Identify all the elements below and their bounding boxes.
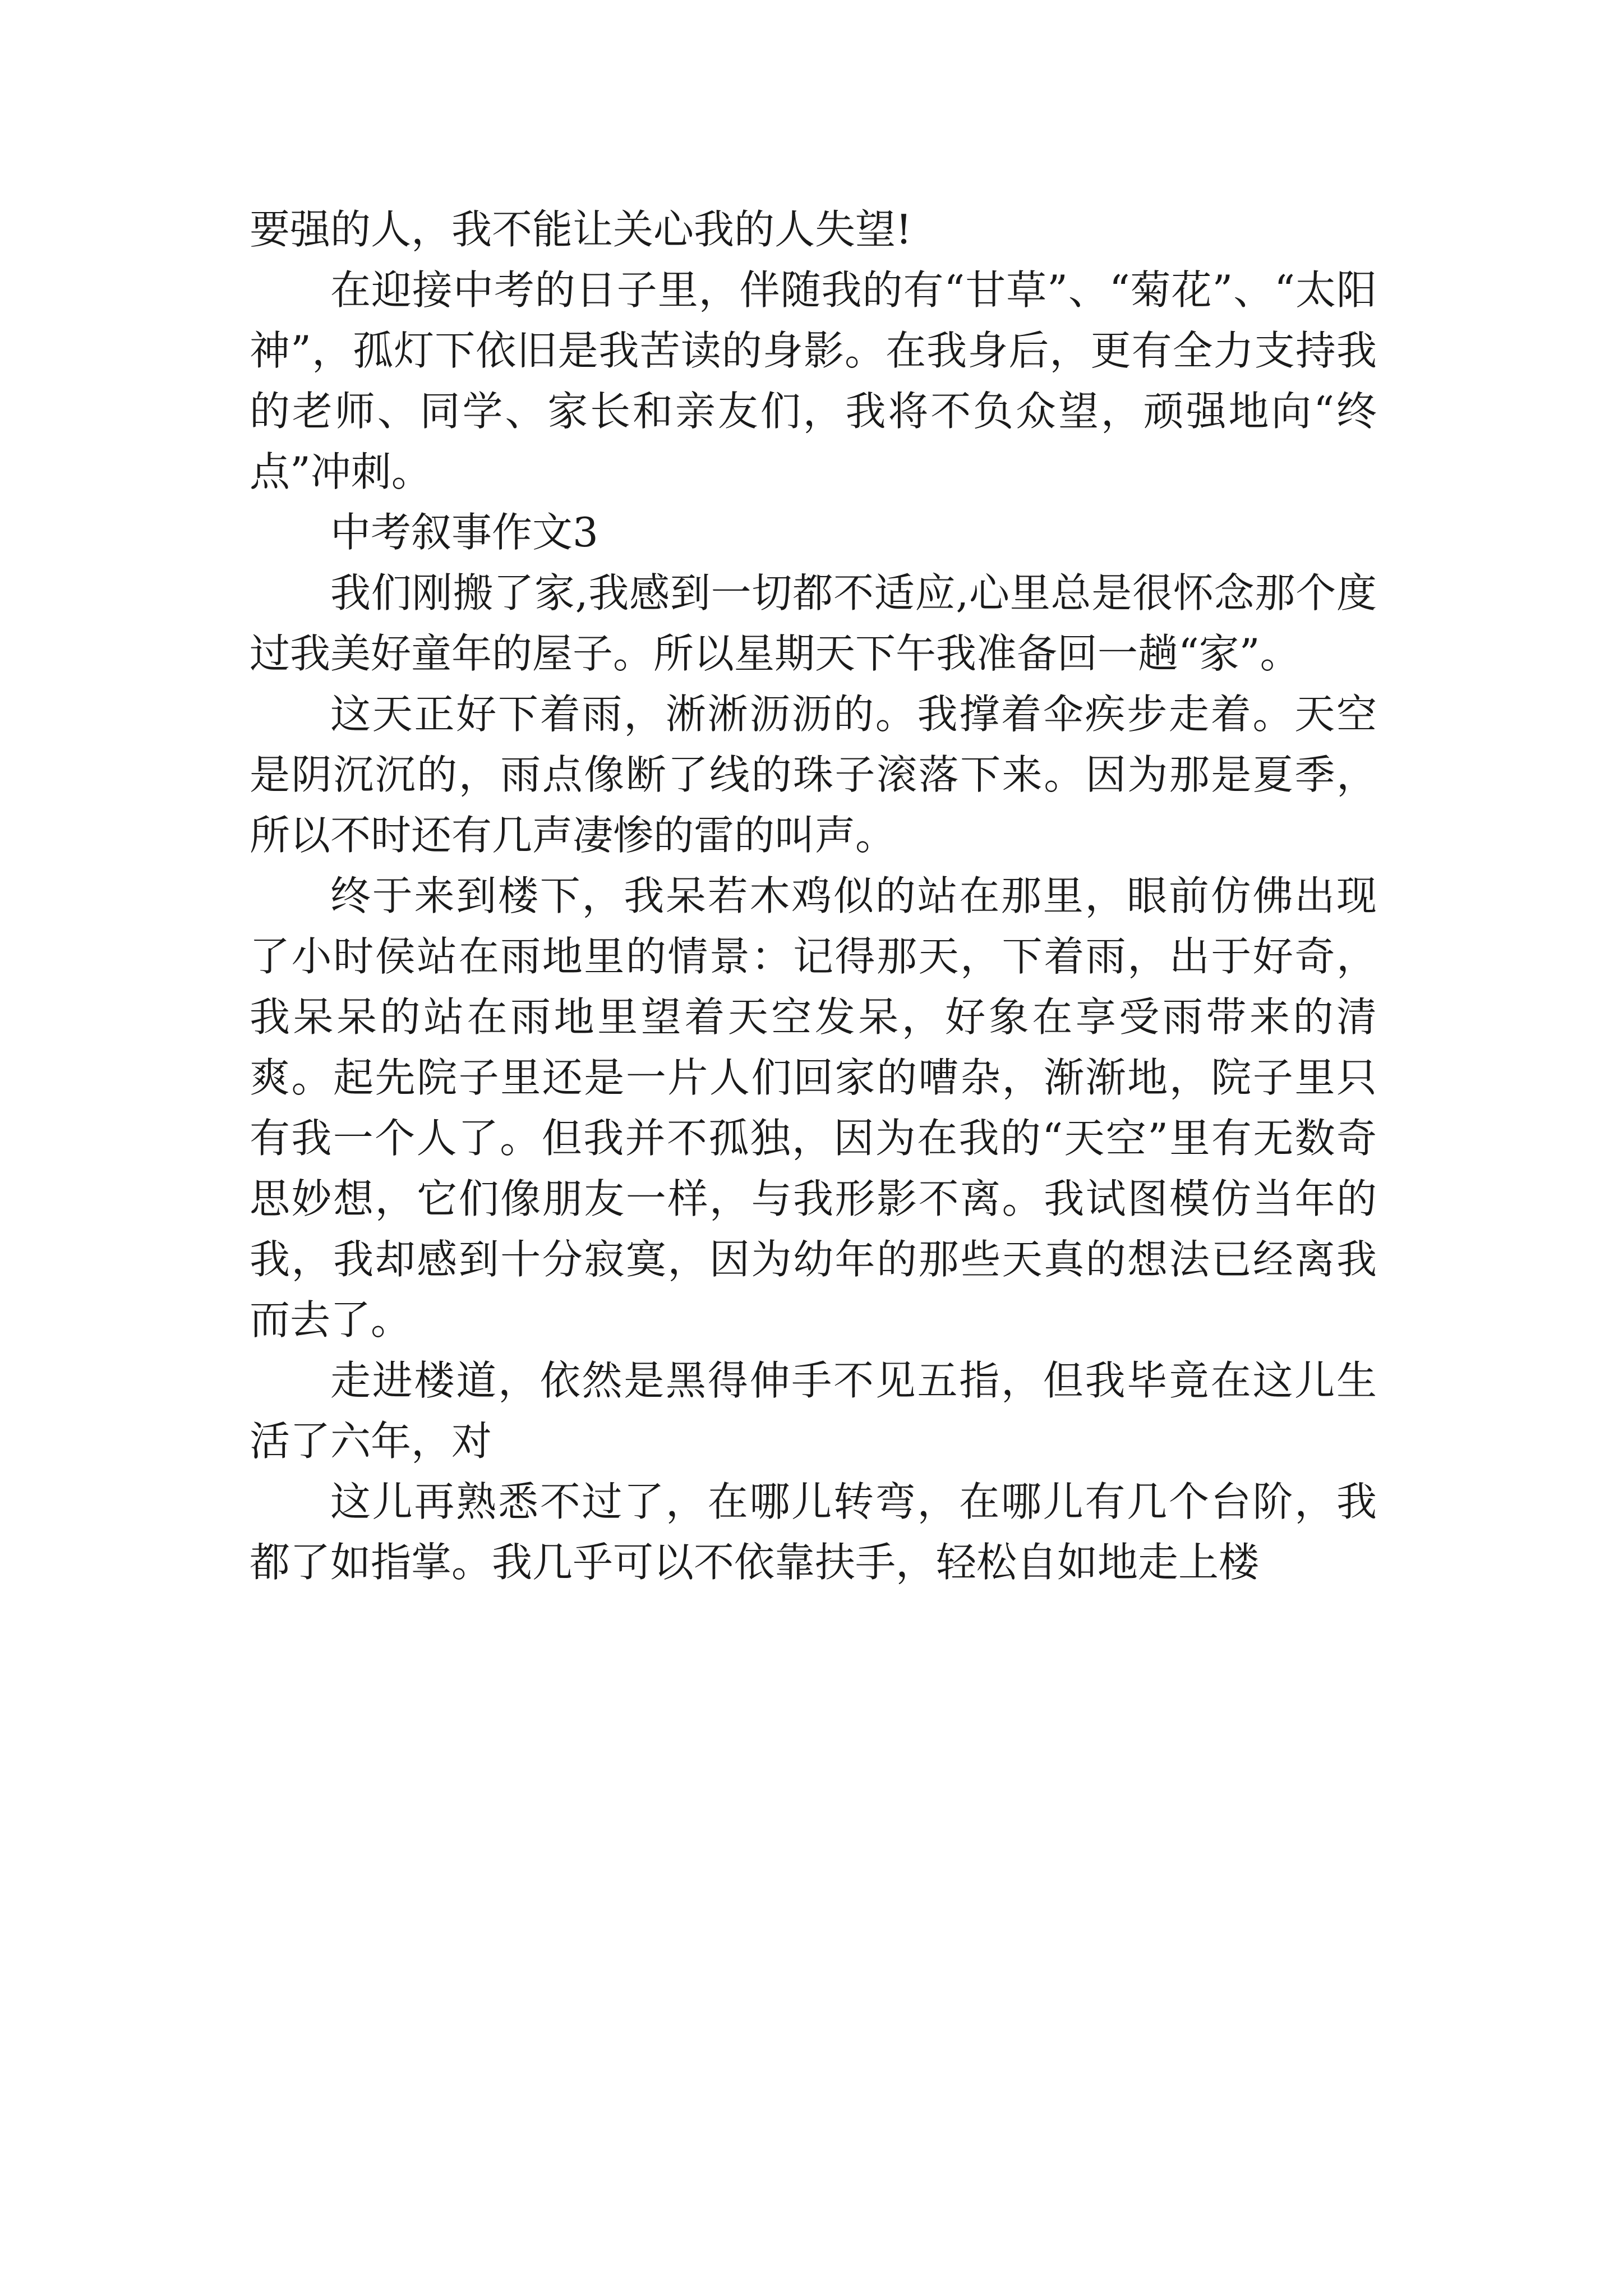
- paragraph: 我们刚搬了家,我感到一切都不适应,心里总是很怀念那个度过我美好童年的屋子。所以星期天下午我准备回一趟“家”。: [250, 569, 1377, 677]
- paragraph: 这儿再熟悉不过了，在哪儿转弯，在哪儿有几个台阶，我都了如指掌。我几乎可以不依靠扶手，轻松自如地走上楼: [250, 1478, 1377, 1586]
- document-body: [250, 199, 1377, 1593]
- paragraph: 这天正好下着雨，淅淅沥沥的。我撑着伞疾步走着。天空是阴沉沉的，雨点像断了线的珠子滚落下来。因为那是夏季，所以不时还有几声凄惨的雷的叫声。: [250, 691, 1377, 859]
- paragraph: 走进楼道，依然是黑得伸手不见五指，但我毕竟在这儿生活了六年，对: [250, 1357, 1377, 1465]
- paragraph: 终于来到楼下，我呆若木鸡似的站在那里，眼前仿佛出现了小时侯站在雨地里的情景：记得那天，下着雨，出于好奇，我呆呆的站在雨地里望着天空发呆，好象在享受雨带来的清爽。起先院子里还是一片人们回家的嘈杂，渐渐地，院子里只有我一个人了。但我并不孤独，因为在我的“天空”里有无数奇思妙想，它们像朋友一样，与我形影不离。我试图模仿当年的我，我却感到十分寂寞，因为幼年的那些天真的想法已经离我而去了。: [250, 872, 1377, 1343]
- paragraph: 要强的人，我不能让关心我的人失望!: [250, 206, 912, 253]
- section-heading: 中考叙事作文3: [330, 509, 598, 556]
- paragraph: 在迎接中考的日子里，伴随我的有“甘草”、“菊花”、“太阳神”，孤灯下依旧是我苦读的身影。在我身后，更有全力支持我的老师、同学、家长和亲友们，我将不负众望，顽强地向“终点”冲刺。: [250, 266, 1377, 495]
